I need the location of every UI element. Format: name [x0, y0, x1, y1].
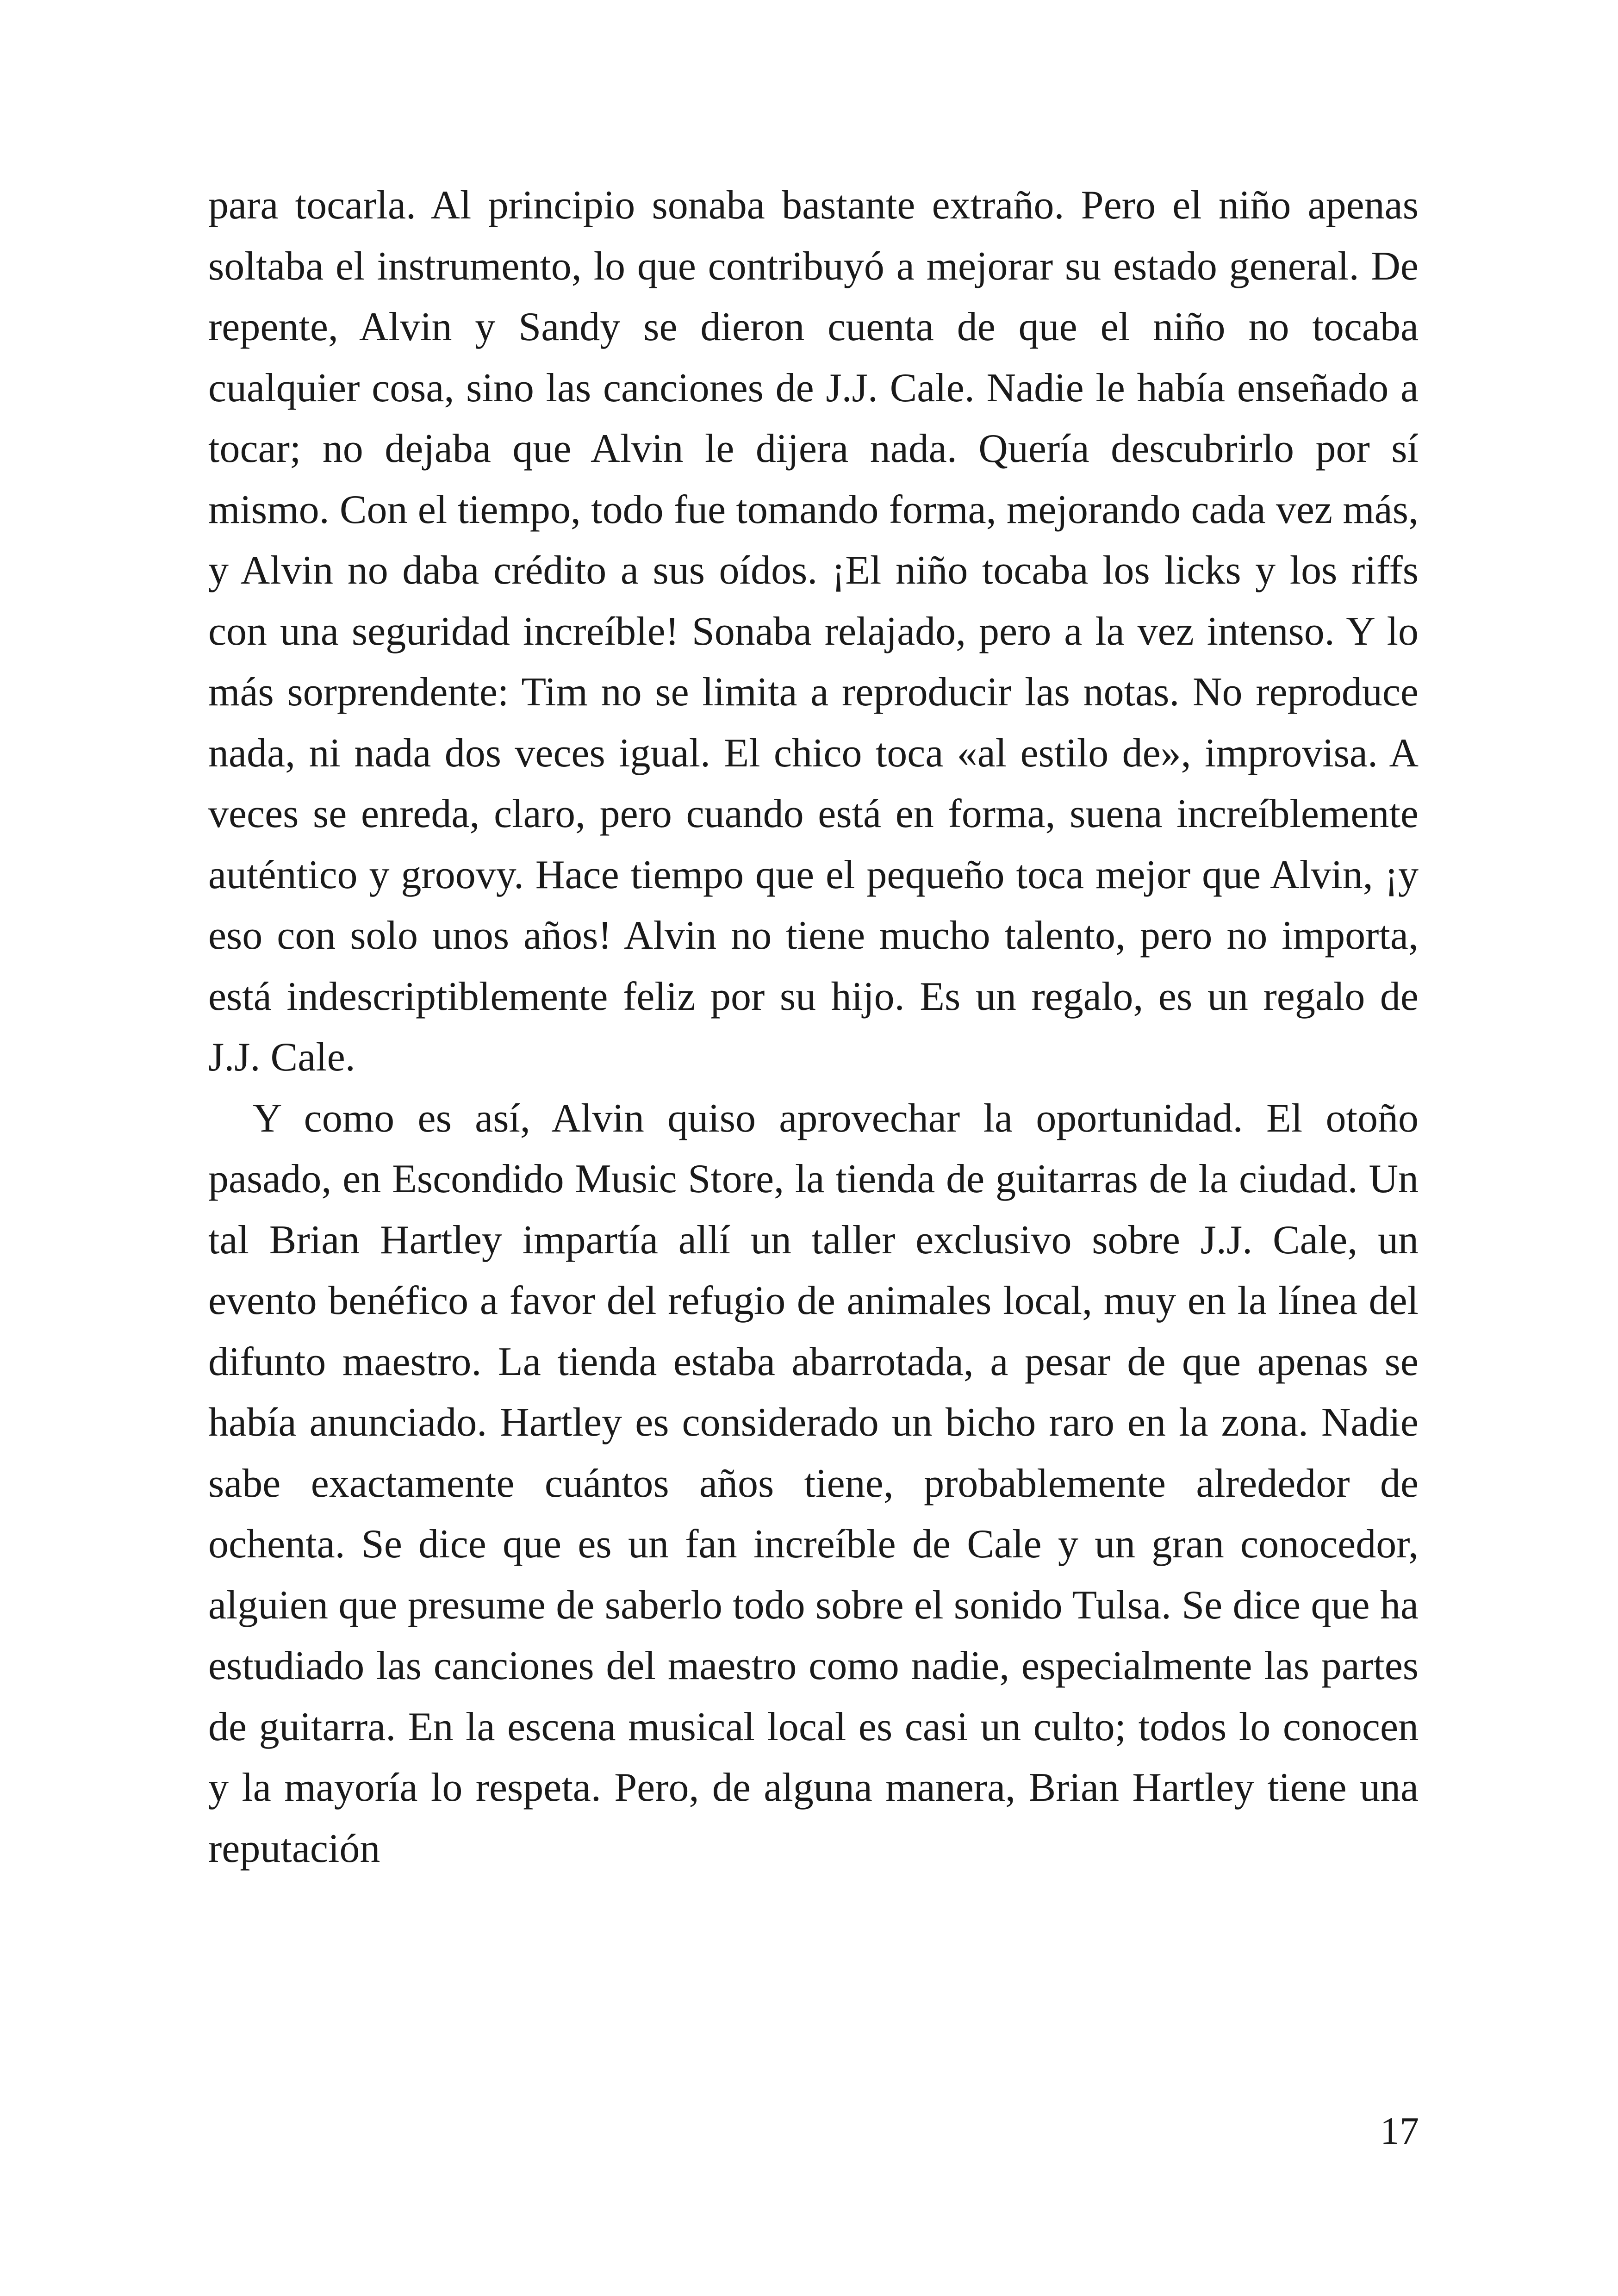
- page-number: 17: [1380, 2109, 1419, 2153]
- body-text: [208, 175, 1419, 1879]
- paragraph: para tocarla. Al principio sonaba bastante extraño. Pero el niño apenas soltaba el instrumento, lo que contribuyó a mejorar su estado general. De repente, Alvin y Sandy se dieron cuenta de que el niño no tocaba cualquier cosa, sino las canciones de J.J. Cale. Nadie le había enseñado a tocar; no dejaba que Alvin le dijera nada. Quería descubrirlo por sí mismo. Con el tiempo, todo fue tomando forma, mejorando cada vez más, y Alvin no daba crédito a sus oídos. ¡El niño tocaba los licks y los riffs con una seguridad increíble! Sonaba relajado, pero a la vez intenso. Y lo más sorprendente: Tim no se limita a reproducir las notas. No reproduce nada, ni nada dos veces igual. El chico toca «al estilo de», improvisa. A veces se enreda, claro, pero cuando está en forma, suena increíblemente auténtico y groovy. Hace tiempo que el pequeño toca mejor que Alvin, ¡y eso con solo unos años! Alvin no tiene mucho talento, pero no importa, está indescriptiblemente feliz por su hijo. Es un regalo, es un regalo de J.J. Cale.: [208, 183, 1419, 1080]
- paragraph: Y como es así, Alvin quiso aprovechar la oportunidad. El otoño pasado, en Escondido Music Store, la tienda de guitarras de la ciudad. Un tal Brian Hartley impartía allí un taller exclusivo sobre J.J. Cale, un evento benéfico a favor del refugio de animales local, muy en la línea del difunto maestro. La tienda estaba abarrotada, a pesar de que apenas se había anunciado. Hartley es considerado un bicho raro en la zona. Nadie sabe exactamente cuántos años tiene, probablemente alrededor de ochenta. Se dice que es un fan increíble de Cale y un gran conocedor, alguien que presume de saberlo todo sobre el sonido Tulsa. Se dice que ha estudiado las canciones del maestro como nadie, especialmente las partes de guitarra. En la escena musical local es casi un culto; todos lo conocen y la mayoría lo respeta. Pero, de alguna manera, Brian Hartley tiene una reputación: [208, 1095, 1419, 1871]
